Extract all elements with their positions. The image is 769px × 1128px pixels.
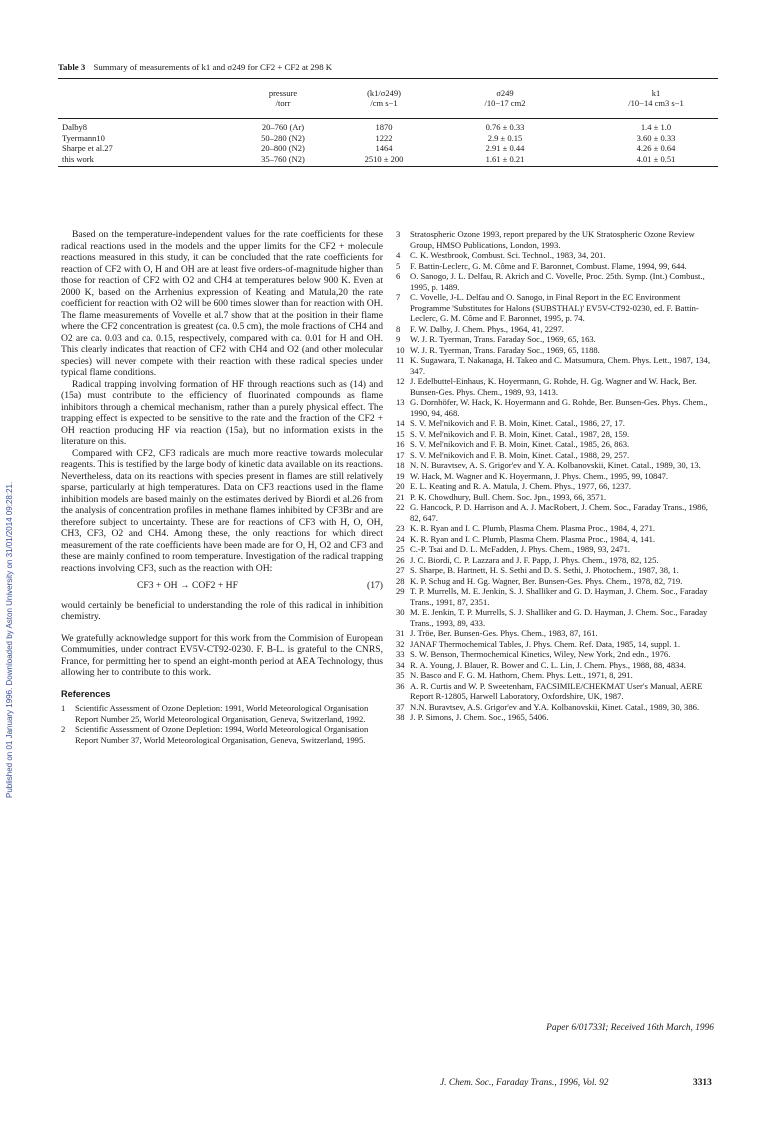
reference-item xyxy=(396,429,714,440)
reference-number: 3 xyxy=(396,229,401,239)
table-cell-k1: 4.01 ± 0.51 xyxy=(636,153,676,164)
reference-number: 11 xyxy=(396,355,405,365)
reference-text: S. Sharpe, B. Hartnett, H. S. Sethi and D. S. Sethi, J. Photochem., 1987, 38, 1. xyxy=(410,565,679,575)
reference-text: S. V. Mel'nikovich and F. B. Moin, Kinet. Catal., 1986, 27, 17. xyxy=(410,418,625,428)
header-sigma xyxy=(460,88,550,108)
reference-text: J. Edelbuttel-Einhaus, K. Hoyermann, G. Rohde, H. Gg. Wagner and W. Hack, Ber. Bunsen-Ges. Phys. Chem., 1989, 93, 1413. xyxy=(410,376,697,397)
reference-number: 36 xyxy=(396,680,405,691)
reference-item xyxy=(396,565,714,576)
reference-text: S. V. Mel'nikovich and F. B. Moin, Kinet. Catal., 1988, 29, 257. xyxy=(410,449,630,460)
download-watermark xyxy=(3,258,17,798)
reference-number: 1 xyxy=(61,703,66,713)
reference-number: 14 xyxy=(396,418,405,428)
paper-received-line: Paper 6/01733I; Received 16th March, 1996 xyxy=(546,1023,714,1033)
reference-number: 28 xyxy=(396,575,405,586)
reference-number: 12 xyxy=(396,376,405,386)
reference-text: K. P. Schug and H. Gg. Wagner, Ber. Bunsen-Ges. Phys. Chem., 1978, 82, 719. xyxy=(410,575,683,586)
reference-item xyxy=(396,355,714,376)
reference-text: G. Hancock, P. D. Harrison and A. J. MacRobert, J. Chem. Soc., Faraday Trans., 1986, 82, 647. xyxy=(410,502,708,523)
reference-text: K. R. Ryan and I. C. Plumb, Plasma Chem. Plasma Proc., 1984, 4, 271. xyxy=(410,523,656,533)
header-sigma-unit: /10−17 cm2 xyxy=(484,98,526,108)
header-pressure xyxy=(238,88,328,108)
reference-item xyxy=(396,712,714,723)
body-paragraph: Based on the temperature-independent values for the rate coefficients for these radical reactions used in the models and the upper limits for the CF2 + molecule reactions measured in this study, it can be concluded that the rate coefficients for reaction of CF2 with O, H and OH are at least five orders-of-magnitude higher than those for reaction of CF2 with O2 and CH4 at temperatures below 900 K. Even at 2000 K, based on the Arrhenius expression of Keating and Matula,20 the rate coefficient for reaction with O2 will be 600 times slower than for reaction with OH. The flame measurements of Vovelle et al.7 show that at the position in their flame where the CF2 concentration is greatest (ca. 0.5 cm), the mole fractions of CH4 and O2 are ca. 0.03 and ca. 0.15, respectively, compared with ca. 0.01 for H and OH. This clearly indicates that reaction of CF2 with CH4 and O2 (and other molecular species) will never compete with their reaction with these radical species under typical flame conditions. xyxy=(61,229,383,378)
header-ratio xyxy=(344,88,424,108)
table-cell-sigma: 2.9 ± 0.15 xyxy=(487,132,523,143)
reference-text: S. V. Mel'nikovich and F. B. Moin, Kinet. Catal., 1987, 28, 159. xyxy=(410,428,630,439)
reference-number: 32 xyxy=(396,638,405,649)
reference-number: 15 xyxy=(396,428,405,439)
journal-footer: J. Chem. Soc., Faraday Trans., 1996, Vol. 92 xyxy=(440,1078,609,1088)
reference-text: W. J. R. Tyerman, Trans. Faraday Soc., 1969, 65, 163. xyxy=(410,334,596,344)
reference-text: K. Sugawara, T. Nakanaga, H. Takeo and C. Matsumura, Chem. Phys. Lett., 1987, 134, 347. xyxy=(410,355,711,376)
reference-item xyxy=(396,460,714,471)
reference-text: JANAF Thermochemical Tables, J. Phys. Chem. Ref. Data, 1985, 14, suppl. 1. xyxy=(410,638,680,649)
reference-item xyxy=(396,292,714,324)
equation-17 xyxy=(61,580,383,592)
table-cell-pressure: 35–760 (N2) xyxy=(261,153,305,164)
reference-number: 35 xyxy=(396,670,405,680)
table-cell-sigma: 2.91 ± 0.44 xyxy=(485,143,525,154)
reference-item xyxy=(396,261,714,272)
reference-item xyxy=(396,607,714,628)
column-ratio xyxy=(344,122,424,164)
reference-number: 25 xyxy=(396,544,405,554)
reference-item xyxy=(396,660,714,671)
table-cell-sigma: 0.76 ± 0.33 xyxy=(485,122,525,132)
reference-item xyxy=(396,555,714,566)
page-number: 3313 xyxy=(693,1078,712,1088)
table-top-rule xyxy=(58,78,718,79)
reference-item xyxy=(396,334,714,345)
reference-item xyxy=(61,724,383,745)
reference-text: W. J. R. Tyerman, Trans. Faraday Soc., 1969, 65, 1188. xyxy=(410,344,600,355)
reference-item xyxy=(396,324,714,335)
reference-text: J. C. Biordi, C. P. Lazzara and J. F. Papp, J. Phys. Chem., 1978, 82, 125. xyxy=(410,554,659,565)
reference-item xyxy=(396,639,714,650)
table-cell-study: Dalby8 xyxy=(62,122,88,132)
table-cell-pressure: 20–760 (Ar) xyxy=(261,122,305,132)
header-k1-unit: /10−14 cm3 s−1 xyxy=(628,98,684,108)
body-paragraph: would certainly be beneficial to understanding the role of this radical in inhibition chemistry. xyxy=(61,599,383,622)
reference-number: 6 xyxy=(396,271,401,281)
acknowledgements: We gratefully acknowledge support for this work from the Commision of European Commumities, under contract EV5V-CT92-0230. F. B-L. is grateful to the CNRS, France, for permitting her to spend an eight-month period at AEA Technology, thus allowing her to contribute to this work. xyxy=(61,632,383,678)
header-k1-name: k1 xyxy=(651,88,661,98)
reference-item xyxy=(396,418,714,429)
header-ratio-unit: /cm s−1 xyxy=(370,98,398,108)
reference-item xyxy=(396,376,714,397)
reference-number: 4 xyxy=(396,250,401,260)
reference-number: 21 xyxy=(396,491,405,502)
header-pressure-name: pressure xyxy=(268,88,298,98)
body-paragraph: Compared with CF2, CF3 radicals are much more reactive towards molecular reagents. This is testified by the large body of kinetic data available on its reactions. Nevertheless, data on its reactions with species present in flames are still relatively sparse, particularly at high temperatures. Data on CF3 reactions used in the flame inhibition models are based mainly on the estimates derived by Biordi et al.26 from the analysis of concentration profiles in methane flames inhibited by CF3Br and are therefore subject to uncertainty. These are for reactions of CF3 with H, O, OH, CH3, CF3, O2 and CH4. Among these, the only reactions for which direct measurement of the rate coefficients have been made are for O, H, O2 and CF3 and these are mainly confined to room temperature. Investigation of the radical trapping reactions involving CF3, such as the reaction with OH: xyxy=(61,447,384,574)
table-cell-ratio: 1464 xyxy=(375,143,393,154)
reference-item xyxy=(396,523,714,534)
reference-text: N. N. Buravtsev, A. S. Grigor'ev and Y. A. Kolbanovskii, Kinet. Catal., 1989, 30, 13. xyxy=(410,460,701,470)
reference-text: M. E. Jenkin, T. P. Murrells, S. J. Shalliker and G. D. Hayman, J. Chem. Soc., Faraday Trans., 1993, 89, 433. xyxy=(410,607,708,628)
reference-number: 19 xyxy=(396,470,405,481)
reference-item xyxy=(396,271,714,292)
reference-number: 31 xyxy=(396,628,405,638)
reference-item xyxy=(396,439,714,450)
table-cell-ratio: 1222 xyxy=(375,132,393,143)
reference-item xyxy=(396,397,714,418)
reference-item xyxy=(396,450,714,461)
reference-number: 27 xyxy=(396,565,405,575)
reference-text: T. P. Murrells, M. E. Jenkin, S. J. Shalliker and G. D. Hayman, J. Chem. Soc., Faraday Trans., 1991, 87, 2351. xyxy=(410,586,708,607)
reference-number: 29 xyxy=(396,586,405,596)
table-cell-ratio: 2510 ± 200 xyxy=(364,153,404,164)
reference-text: F. W. Dalby, J. Chem. Phys., 1964, 41, 2297. xyxy=(410,323,564,334)
reference-text: C.-P. Tsai and D. L. McFadden, J. Phys. Chem., 1989, 93, 2471. xyxy=(410,544,631,554)
reference-text: A. R. Curtis and W. P. Sweetenham, FACSIMILE/CHEKMAT User's Manual, AERE Report R-12805, Harwell Laboratory, Oxfordshire, UK, 1987. xyxy=(410,680,703,701)
reference-text: K. R. Ryan and I. C. Plumb, Plasma Chem. Plasma Proc., 1984, 4, 141. xyxy=(410,533,656,544)
reference-number: 34 xyxy=(396,659,405,670)
table-cell-pressure: 50–280 (N2) xyxy=(261,132,305,143)
reference-text: C. K. Westbrook, Combust. Sci. Technol., 1983, 34, 201. xyxy=(410,250,606,260)
reference-item xyxy=(396,229,714,250)
column-k1 xyxy=(606,122,706,164)
reference-text: N.N. Buravtsev, A.S. Grigor'ev and Y.A. Kolbanovskii, Kinet. Catal., 1989, 30, 386. xyxy=(410,701,700,712)
reference-text: O. Sanogo, J. L. Delfau, R. Akrich and C. Vovelle, Proc. 25th. Symp. (Int.) Combust., 1995, p. 1489. xyxy=(410,271,705,292)
reference-item xyxy=(396,702,714,713)
table-header-rule xyxy=(58,118,718,119)
reference-text: S. V. Mel'nikovich and F. B. Moin, Kinet. Catal., 1985, 26, 863. xyxy=(410,439,630,449)
left-column xyxy=(61,229,383,745)
table-cell-sigma: 1.61 ± 0.21 xyxy=(485,153,525,164)
column-pressure xyxy=(238,122,328,164)
reference-item xyxy=(396,670,714,681)
reference-text: N. Basco and F. G. M. Hathorn, Chem. Phys. Lett., 1971, 8, 291. xyxy=(410,670,633,680)
body-paragraph: Radical trapping involving formation of HF through reactions such as (14) and (15a) must contribute to the efficiency of fluorinated compounds as flame inhibitors through a chemical mechanism, rather than a purely physical effect. The trapping effect is expected to be sensitive to the rate and the fraction of the CF2 + OH reaction producing HF via reaction (15a), but no information exists in the literature on this. xyxy=(61,378,383,447)
reference-item xyxy=(396,544,714,555)
reference-item xyxy=(396,649,714,660)
reference-number: 18 xyxy=(396,460,405,470)
table-label: Table 3 xyxy=(58,62,86,72)
reference-text: G. Dornhöfer, W. Hack, K. Hoyermann and G. Rohde, Ber. Bunsen-Ges. Phys. Chem., 1990, 94, 468. xyxy=(410,397,708,418)
table-cell-study: this work xyxy=(62,153,94,164)
reference-item xyxy=(396,492,714,503)
reference-item xyxy=(396,586,714,607)
references-list-right xyxy=(396,229,714,723)
reference-number: 17 xyxy=(396,449,405,460)
reference-number: 22 xyxy=(396,502,405,512)
reference-text: P. K. Chowdhury, Bull. Chem. Soc. Jpn., 1993, 66, 3571. xyxy=(410,491,607,502)
header-pressure-unit: /torr xyxy=(275,98,291,108)
reference-number: 16 xyxy=(396,439,405,449)
table-cell-study: Tyermann10 xyxy=(62,132,105,143)
table-caption-text: Summary of measurements of k1 and σ249 for CF2 + CF2 at 298 K xyxy=(93,62,333,72)
reference-number: 9 xyxy=(396,334,401,344)
reference-text: J. Tröe, Ber. Bunsen-Ges. Phys. Chem., 1983, 87, 161. xyxy=(410,628,598,638)
reference-text: Scientific Assessment of Ozone Depletion: 1991, World Meteorological Organisation Report Number 25, World Meteorological Organisation, Geneva, Switzerland, 1992. xyxy=(75,703,369,724)
reference-item xyxy=(396,628,714,639)
reference-number: 26 xyxy=(396,554,405,565)
references-heading: References xyxy=(61,688,111,699)
reference-number: 33 xyxy=(396,649,405,659)
reference-number: 8 xyxy=(396,323,401,334)
reference-number: 24 xyxy=(396,533,405,544)
reference-number: 37 xyxy=(396,701,405,712)
reference-number: 23 xyxy=(396,523,405,533)
header-k1 xyxy=(606,88,706,108)
reference-text: F. Battin-Leclerc, G. M. Côme and F. Baronnet, Combust. Flame, 1994, 99, 644. xyxy=(410,260,687,271)
reference-text: S. W. Benson, Thermochemical Kinetics, Wiley, New York, 2nd edn., 1976. xyxy=(410,649,671,659)
reference-number: 13 xyxy=(396,397,405,407)
header-ratio-name: (k1/σ249) xyxy=(367,88,401,98)
table-cell-k1: 1.4 ± 1.0 xyxy=(640,122,672,132)
reference-item xyxy=(396,481,714,492)
header-sigma-name: σ249 xyxy=(496,88,514,98)
reference-item xyxy=(396,534,714,545)
column-study xyxy=(62,122,172,164)
reference-item xyxy=(396,250,714,261)
reference-number: 30 xyxy=(396,607,405,617)
table-cell-study: Sharpe et al.27 xyxy=(62,143,113,154)
table-cell-k1: 4.26 ± 0.64 xyxy=(636,143,676,154)
reference-item xyxy=(396,681,714,702)
reference-item xyxy=(396,345,714,356)
reference-text: C. Vovelle, J-L. Delfau and O. Sanogo, in Final Report in the EC Environment Programme 'Substitutes for Halons (SUBSTHAL)' EV5V-CT92-0230, ed. F. Battin-Leclerc, G. M. Côme and F. Baronnet, 1995, p. 74. xyxy=(410,292,699,323)
watermark-text: Published on 01 January 1996. Downloaded by Aston University on 31/01/2014 09:28:21. xyxy=(5,481,14,798)
table-cell-pressure: 20–800 (N2) xyxy=(261,143,305,154)
reference-text: Scientific Assessment of Ozone Depletion: 1994, World Meteorological Organisation Report Number 37, World Meteorological Organisation, Geneva, Switzerland, 1995. xyxy=(75,724,369,745)
references-list-left xyxy=(61,703,383,745)
reference-number: 2 xyxy=(61,724,66,734)
table-caption xyxy=(58,62,332,72)
column-sigma xyxy=(460,122,550,164)
equation-number: (17) xyxy=(367,580,383,591)
reference-number: 38 xyxy=(396,712,405,722)
reference-item xyxy=(61,703,383,724)
reference-text: E. L. Keating and R. A. Matula, J. Chem. Phys., 1977, 66, 1237. xyxy=(410,481,632,491)
reference-text: R. A. Young, J. Blauer, R. Bower and C. L. Lin, J. Chem. Phys., 1988, 88, 4834. xyxy=(410,659,686,670)
reference-item xyxy=(396,576,714,587)
reference-text: W. Hack, M. Wagner and K. Hoyermann, J. Phys. Chem., 1995, 99, 10847. xyxy=(410,470,669,481)
reference-text: J. P. Simons, J. Chem. Soc., 1965, 5406. xyxy=(410,712,549,722)
table-cell-k1: 3.60 ± 0.33 xyxy=(636,132,676,143)
reference-item xyxy=(396,502,714,523)
reference-text: Stratospheric Ozone 1993, report prepared by the UK Stratospheric Ozone Review Group, HMSO Publications, London, 1993. xyxy=(410,229,695,250)
equation-text: CF3 + OH → COF2 + HF xyxy=(137,580,238,591)
table-cell-ratio: 1870 xyxy=(375,122,393,132)
reference-item xyxy=(396,471,714,482)
reference-number: 7 xyxy=(396,292,401,302)
table-bottom-rule xyxy=(58,166,718,167)
reference-number: 5 xyxy=(396,260,401,271)
reference-number: 20 xyxy=(396,481,405,491)
reference-number: 10 xyxy=(396,344,405,355)
